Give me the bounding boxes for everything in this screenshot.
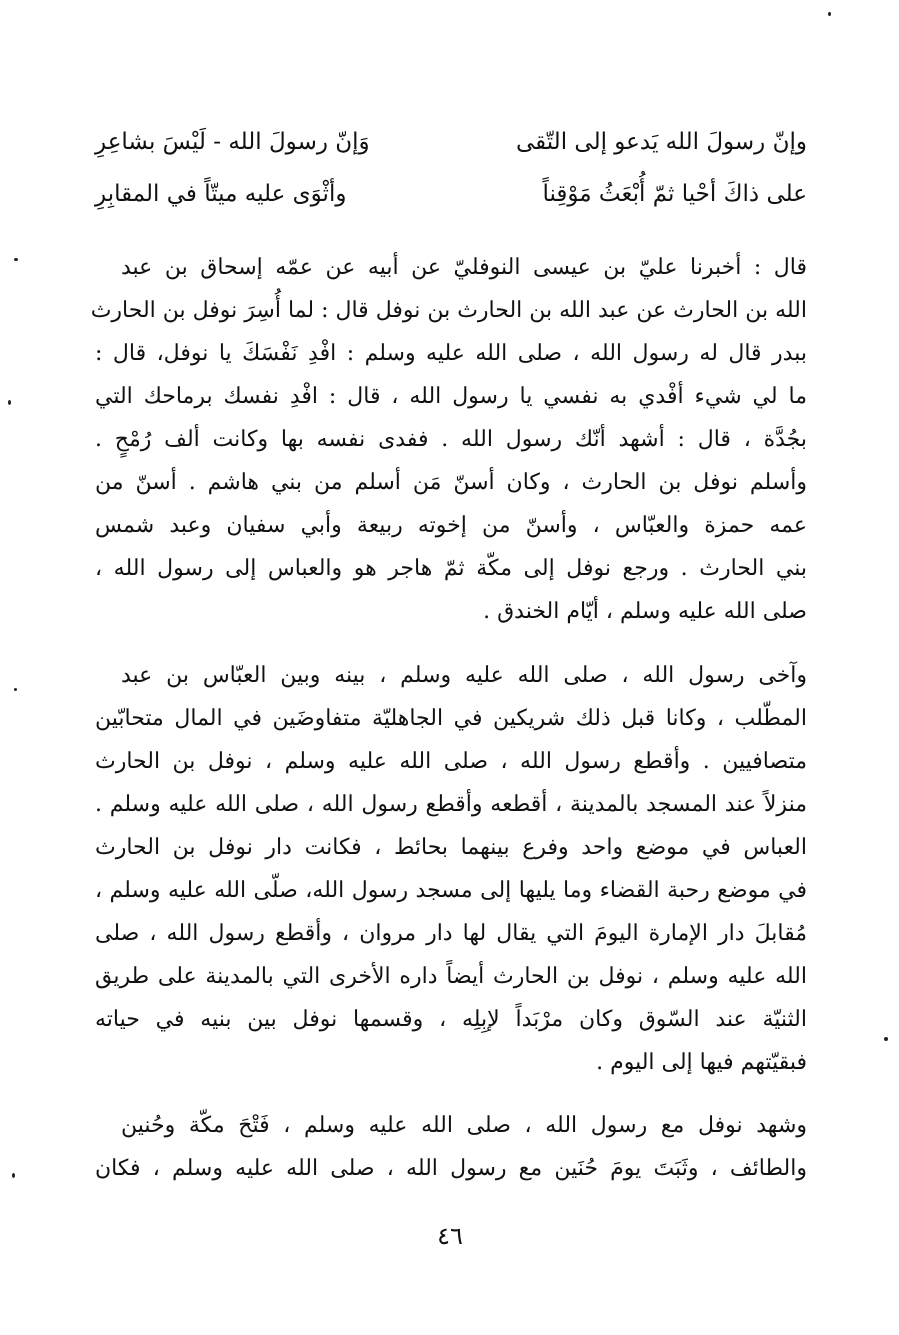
poem-verse <box>95 174 807 214</box>
text-line: الله بن الحارث عن عبد الله بن الحارث بن نوفل قال : لما أُسِرَ نوفل بن الحارث <box>90 298 807 323</box>
scan-speck <box>12 1173 15 1178</box>
text-line: بجُدَّة ، قال : أشهد أنّك رسول الله . ففدى نفسه بها وكانت ألف رُمْحٍ . <box>95 427 807 452</box>
text-line: وآخى رسول الله ، صلى الله عليه وسلم ، بينه وبين العبّاس بن عبد <box>121 663 807 688</box>
text-line: ببدر قال له رسول الله ، صلى الله عليه وسلم : افْدِ نَفْسَكَ يا نوفل، قال : <box>95 341 807 366</box>
text-line: منزلاً عند المسجد بالمدينة ، أقطعه وأقطع رسول الله ، صلى الله عليه وسلم . <box>95 792 807 817</box>
text-line: بني الحارث . ورجع نوفل إلى مكّة ثمّ هاجر هو والعباس إلى رسول الله ، <box>95 556 807 581</box>
text-line: ما لي شيء أفْدي به نفسي يا رسول الله ، قال : افْدِ نفسك برماحك التي <box>95 384 807 409</box>
text-line: صلى الله عليه وسلم ، أيّام الخندق . <box>483 599 807 624</box>
scan-speck <box>8 400 11 405</box>
scan-speck <box>828 12 831 16</box>
text-line: متصافيين . وأقطع رسول الله ، صلى الله عليه وسلم ، نوفل بن الحارث <box>95 749 807 774</box>
poem-hemistich-left: وأثْوَى عليه ميتّاً في المقابِرِ <box>95 181 347 207</box>
text-line: مُقابلَ دار الإمارة اليومَ التي يقال لها دار مروان ، وأقطع رسول الله ، صلى <box>95 921 807 946</box>
text-line: وأسلم نوفل بن الحارث ، وكان أسنّ مَن أسلم من بني هاشم . أسنّ من <box>95 470 807 495</box>
poem-hemistich-right: على ذاكَ أحْيا ثمّ أُبْعَثُ مَوْقِناً <box>542 181 807 207</box>
text-line: قال : أخبرنا عليّ بن عيسى النوفليّ عن أبيه عن عمّه إسحاق بن عبد <box>121 255 807 280</box>
poem-verse <box>95 122 807 162</box>
text-line: وشهد نوفل مع رسول الله ، صلى الله عليه وسلم ، فَتْحَ مكّة وحُنين <box>121 1113 807 1138</box>
text-line: فبقيّتهم فيها إلى اليوم . <box>596 1050 807 1075</box>
text-line: عمه حمزة والعبّاس ، وأسنّ من إخوته ربيعة وأبي سفيان وعبد شمس <box>95 513 808 538</box>
scan-speck <box>884 1037 888 1041</box>
text-line: والطائف ، وثَبَتَ يومَ حُنَين مع رسول الله ، صلى الله عليه وسلم ، فكان <box>95 1156 807 1181</box>
scan-speck <box>14 688 17 691</box>
scan-speck <box>14 258 18 261</box>
text-line: الله عليه وسلم ، نوفل بن الحارث أيضاً داره الأخرى التي بالمدينة على طريق <box>95 964 807 989</box>
text-line: الثنيّة عند السّوق وكان مرْبَداً لإبِلِه ، وقسمها نوفل بين بنيه في حياته <box>95 1007 807 1032</box>
text-line: العباس في موضع واحد وفرع بينهما بحائط ، فكانت دار نوفل بن الحارث <box>95 835 807 860</box>
poem-hemistich-right: وإنّ رسولَ الله يَدعو إلى التّقى <box>515 129 807 155</box>
poem-hemistich-left: وَإنّ رسولَ الله - لَيْسَ بشاعِرِ <box>95 129 370 155</box>
page-number: ٤٦ <box>437 1222 463 1250</box>
text-line: المطّلب ، وكانا قبل ذلك شريكين في الجاهليّة متفاوضَين في المال متحابّين <box>95 706 807 731</box>
text-line: في موضع رحبة القضاء وما يليها إلى مسجد رسول الله، صلّى الله عليه وسلم ، <box>95 878 807 903</box>
